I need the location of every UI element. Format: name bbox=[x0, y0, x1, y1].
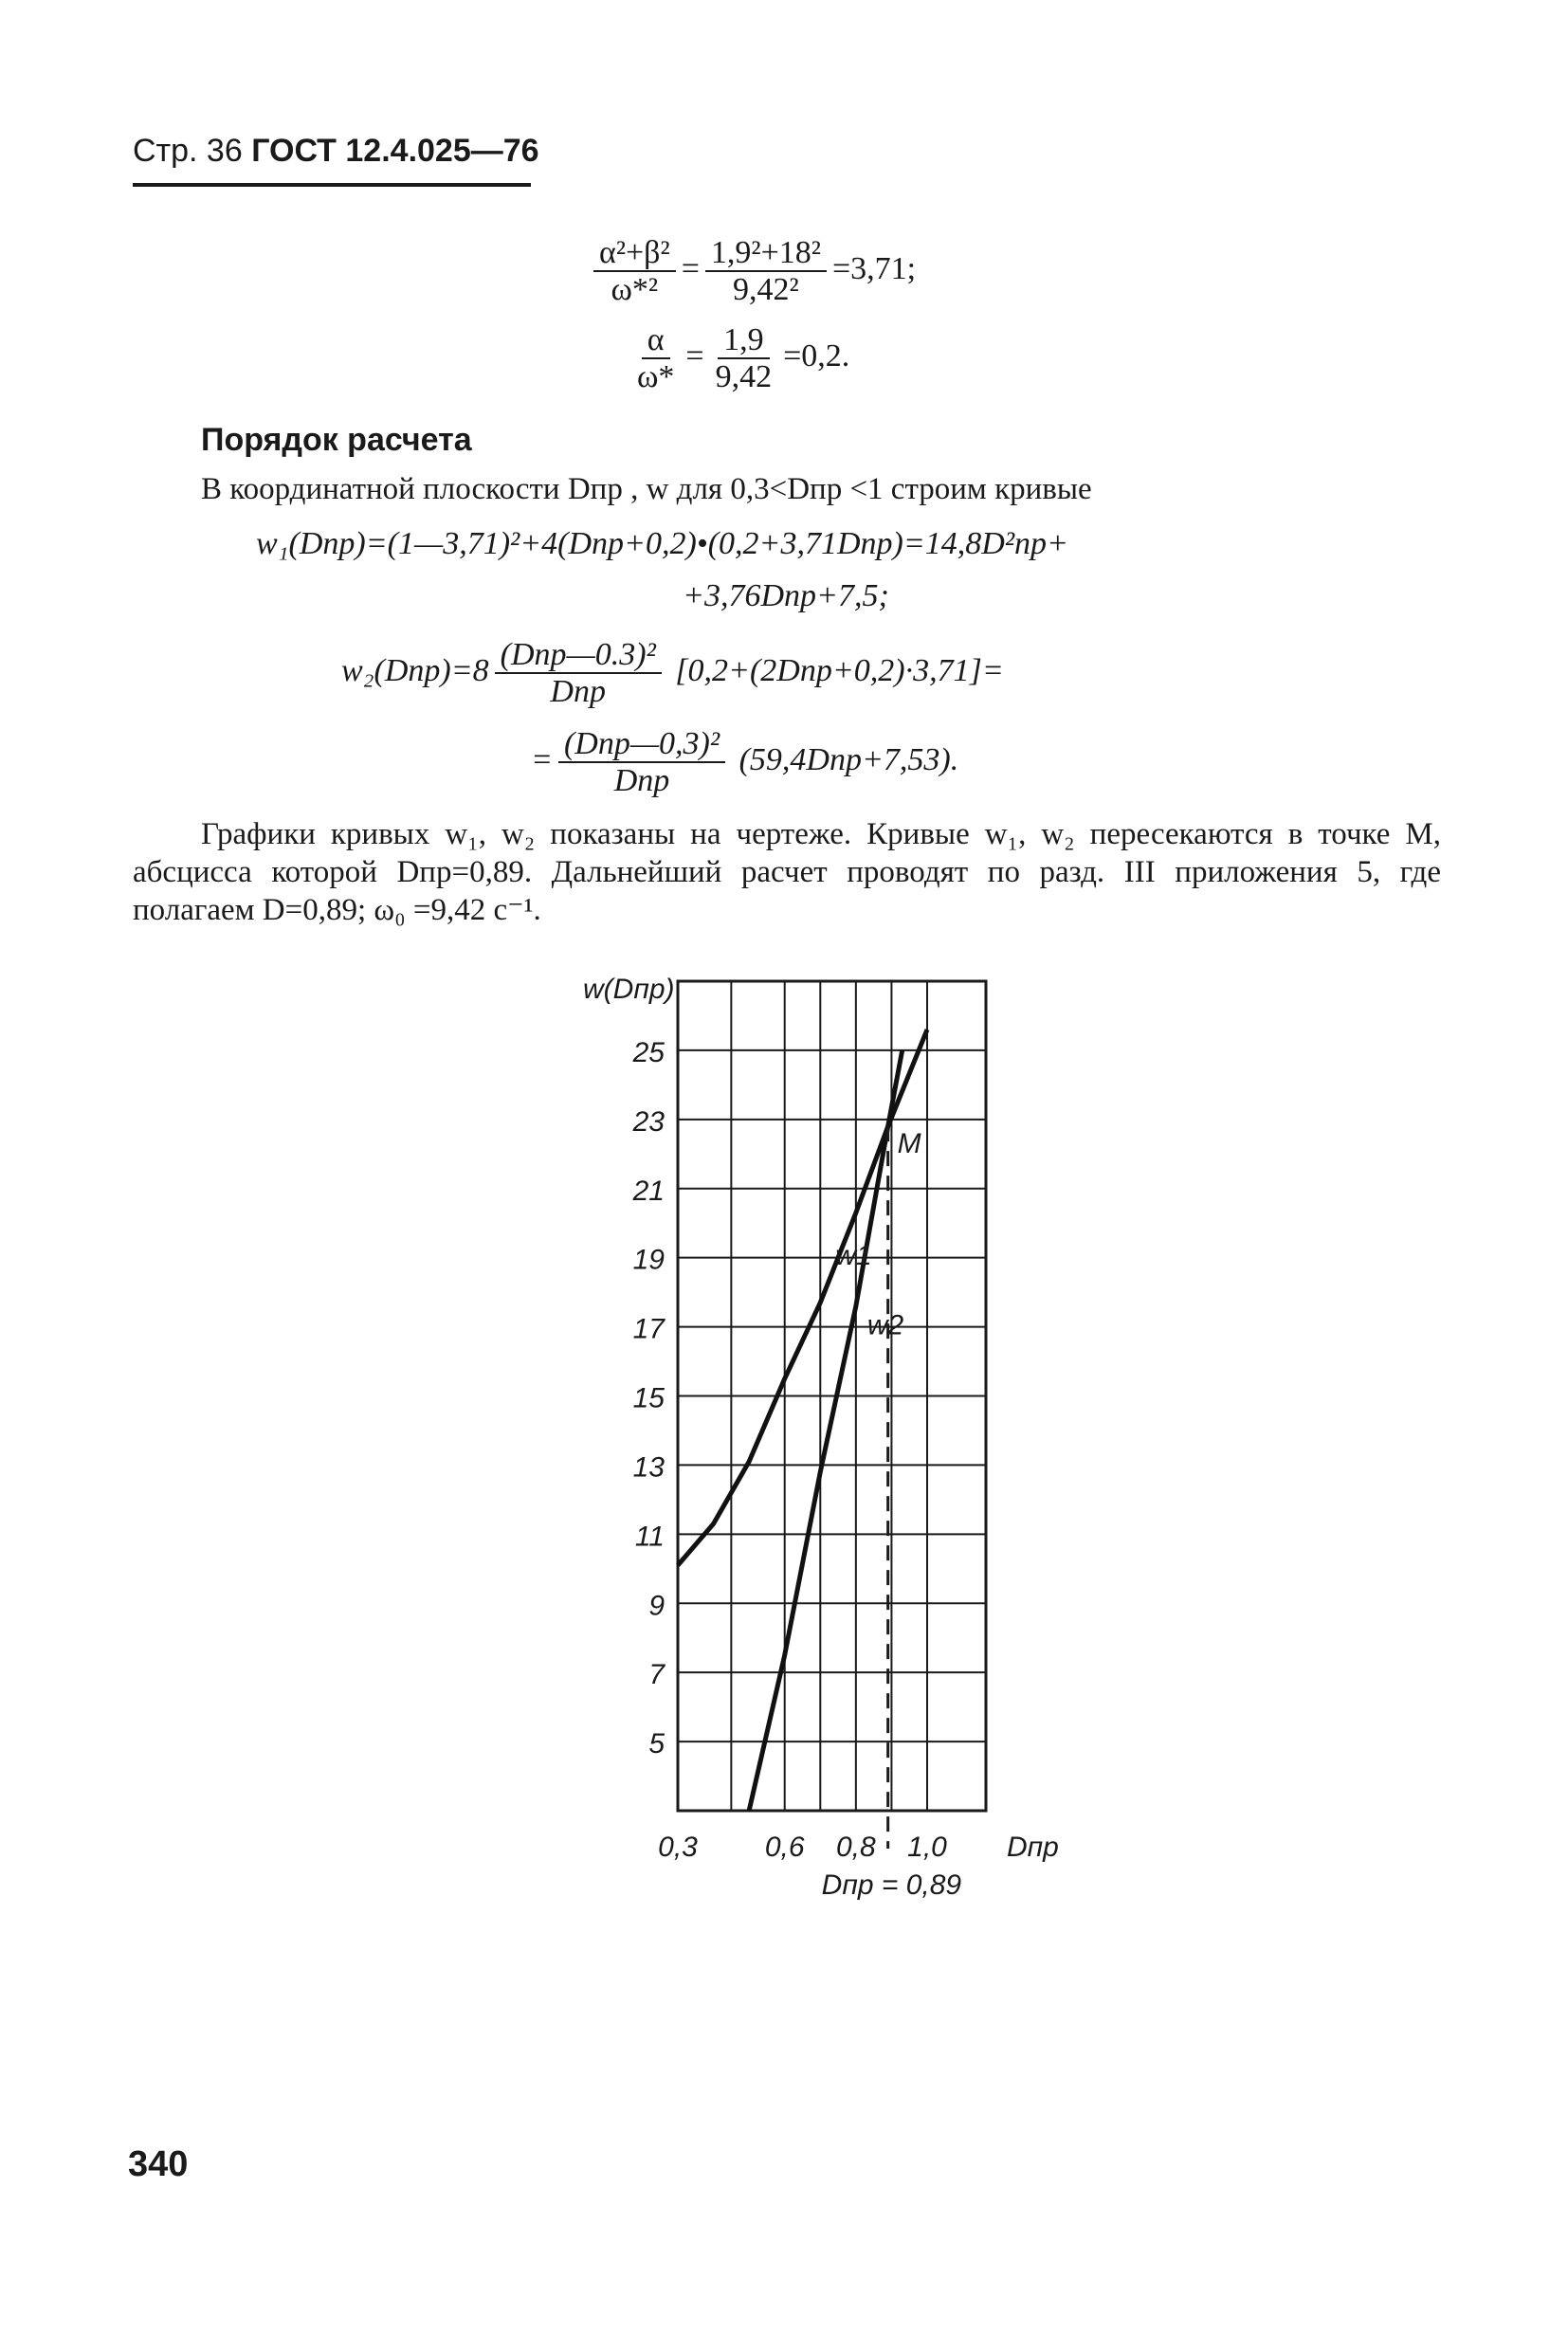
w2-rhs2: (59,4Dпр+7,53). bbox=[738, 742, 959, 778]
y-tick-label: 15 bbox=[632, 1382, 665, 1414]
w2-den: Dпр bbox=[550, 674, 606, 710]
w2-lhs: w₂(Dпр)=8 bbox=[341, 653, 489, 689]
f2-num: α bbox=[642, 322, 670, 359]
x-tick-label: 0,3 bbox=[658, 1832, 698, 1863]
x-tick-label: 0,6 bbox=[764, 1832, 805, 1863]
f2-den: ω* bbox=[637, 359, 675, 395]
series-label-w1: w1 bbox=[835, 1240, 872, 1272]
f1-result: =3,71; bbox=[831, 251, 917, 287]
chart-curves bbox=[678, 1030, 927, 1849]
y-tick-label: 21 bbox=[632, 1175, 665, 1207]
formula-2: $\frac{\alpha}{\omega*}$ = $\frac{1,9}{9,42}$ =0,2. bbox=[626, 322, 849, 395]
w2-den2: Dпр bbox=[613, 763, 670, 799]
f2-num2: 1,9 bbox=[718, 322, 770, 359]
curve-w2 bbox=[749, 1050, 903, 1811]
x-tick-label: 1,0 bbox=[907, 1832, 947, 1863]
y-tick-label: 25 bbox=[632, 1036, 665, 1068]
x-axis-label: Dпр bbox=[1007, 1832, 1059, 1863]
w2-num: (Dпр—0.3)² bbox=[495, 637, 662, 674]
y-tick-label: 11 bbox=[634, 1521, 665, 1553]
y-tick-label: 13 bbox=[632, 1451, 665, 1484]
series-label-w2: w2 bbox=[866, 1309, 904, 1341]
w1-line-2: +3,76Dпр+7,5; bbox=[683, 578, 889, 613]
y-tick-label: 23 bbox=[632, 1105, 665, 1138]
point-label: M bbox=[897, 1128, 921, 1160]
section-title: Порядок расчета bbox=[201, 422, 472, 458]
marker-value-label: Dпр = 0,89 bbox=[821, 1869, 962, 1901]
intro-line: В координатной плоскости Dпр , w для 0,3<Dпр <1 строим кривые bbox=[201, 472, 1092, 506]
f1-den: ω*² bbox=[611, 272, 659, 308]
chart-grid bbox=[678, 981, 986, 1811]
w2-rhs: [0,2+(2Dпр+0,2)·3,71]= bbox=[675, 653, 1004, 689]
w2-num2: (Dпр—0,3)² bbox=[558, 726, 725, 763]
f1-num: α²+β² bbox=[593, 235, 676, 272]
page-number: 340 bbox=[128, 2144, 189, 2184]
y-tick-label: 17 bbox=[632, 1313, 665, 1345]
y-tick-label: 9 bbox=[648, 1590, 665, 1622]
f2-den2: 9,42 bbox=[715, 359, 773, 395]
y-tick-label: 19 bbox=[632, 1244, 665, 1276]
x-tick-label: 0,8 bbox=[835, 1832, 876, 1863]
y-tick-label: 7 bbox=[648, 1659, 665, 1691]
formula-1: $\frac{\text{α²+β²}}{\text{ω*²}}$ = $\frac{\text{1,9²+18²}}{\text{9,42²}}$ =3,71; bbox=[588, 235, 916, 308]
header-code: ГОСТ 12.4.025—76 bbox=[251, 133, 539, 169]
header-page: Стр. 36 bbox=[133, 133, 243, 169]
y-axis-label: w(Dпр) bbox=[583, 974, 675, 1005]
f1-den2: 9,42² bbox=[733, 272, 799, 308]
f2-result: =0,2. bbox=[783, 338, 850, 374]
w2-formula-2: = $\frac{\text{(Dпр—0,3)²}}{\text{Dпр}}$ (59,4Dпр+7,53). bbox=[531, 726, 959, 799]
y-tick-label: 5 bbox=[648, 1728, 665, 1760]
results-paragraph: Графики кривых w₁, w₂ показаны на чертеже. Кривые w₁, w₂ пересекаются в точке M, абсцисса которой Dпр=0,89. Дальнейший расчет проводят по разд. III приложения 5, где полагаем D=0,89; ω₀ =9,42 с⁻¹. bbox=[133, 817, 1441, 927]
w1-line-1: w₁(Dпр)=(1—3,71)²+4(Dпр+0,2)•(0,2+3,71Dпр)=14,8D²пр+ bbox=[256, 526, 1068, 561]
f1-num2: 1,9²+18² bbox=[705, 235, 827, 272]
